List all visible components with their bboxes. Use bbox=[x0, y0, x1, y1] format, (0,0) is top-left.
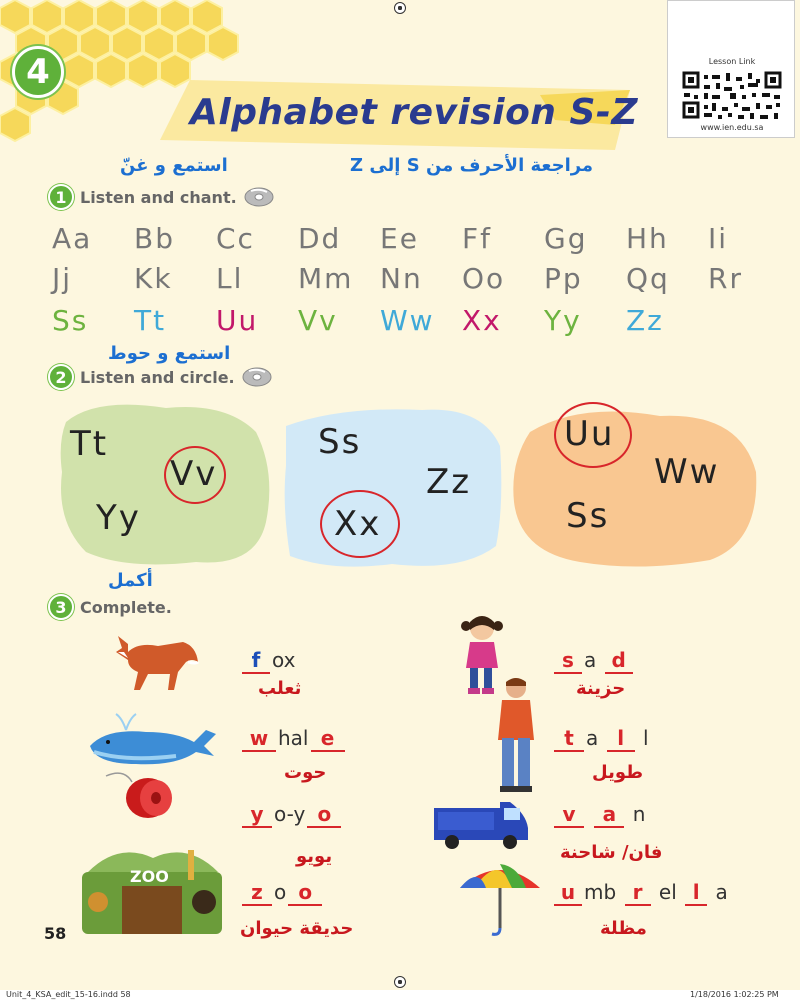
answer-blank[interactable]: a bbox=[594, 802, 624, 828]
page-title: Alphabet revision S-Z bbox=[190, 92, 638, 133]
answer-blank[interactable]: o bbox=[307, 802, 341, 828]
lesson-number-badge: 4 bbox=[12, 46, 64, 98]
arabic-translation-sad: حزينة bbox=[576, 678, 626, 699]
section-1-heading bbox=[48, 184, 275, 210]
arabic-translation-whale: حوت bbox=[284, 762, 327, 783]
audio-cd-icon[interactable] bbox=[243, 186, 275, 208]
yoyo-picture bbox=[104, 768, 194, 824]
slug-timestamp: 1/18/2016 1:02:25 PM bbox=[690, 990, 779, 999]
letter-pair-colored: Vv bbox=[298, 304, 338, 337]
letter-pair: Oo bbox=[462, 262, 506, 295]
letter-pair-colored: Ss bbox=[52, 304, 89, 337]
section-number: 1 bbox=[48, 184, 74, 210]
letter-pair: Cc bbox=[216, 222, 255, 255]
qr-code-icon bbox=[682, 71, 782, 121]
letter-pair: Jj bbox=[52, 262, 73, 295]
blob-letter-tt[interactable]: Tt bbox=[70, 424, 109, 464]
arabic-instruction-circle: استمع و حوط bbox=[108, 343, 231, 364]
word-sad bbox=[552, 648, 635, 674]
answer-blank[interactable]: f bbox=[242, 648, 270, 674]
svg-text:ZOO: ZOO bbox=[130, 867, 169, 886]
word-part: a bbox=[586, 726, 599, 750]
alphabet-row-2 bbox=[52, 262, 790, 295]
word-part: el bbox=[658, 880, 677, 904]
arabic-page-heading: مراجعة الأحرف من S إلى Z bbox=[350, 155, 594, 176]
section-2-heading bbox=[48, 364, 273, 390]
section-label: Complete. bbox=[80, 597, 172, 617]
blob-letter-ss[interactable]: Ss bbox=[318, 422, 362, 462]
blob-letter-ww[interactable]: Ww bbox=[654, 452, 720, 492]
letter-pair: Gg bbox=[544, 222, 588, 255]
answer-blank[interactable]: v bbox=[554, 802, 584, 828]
umbrella-picture bbox=[458, 858, 542, 938]
letter-pair-colored: Xx bbox=[462, 304, 502, 337]
word-fox bbox=[240, 648, 295, 674]
word-part: l bbox=[642, 726, 649, 750]
answer-blank[interactable]: z bbox=[242, 880, 272, 906]
audio-cd-icon[interactable] bbox=[241, 366, 273, 388]
word-part: n bbox=[632, 802, 646, 826]
arabic-instruction-chant: استمع و غنّ bbox=[120, 155, 228, 176]
answer-blank[interactable]: r bbox=[625, 880, 651, 906]
word-part: ox bbox=[272, 648, 296, 672]
section-3-heading bbox=[48, 594, 172, 620]
blob-letter-yy[interactable]: Yy bbox=[96, 498, 141, 538]
qr-url[interactable]: www.ien.edu.sa bbox=[700, 123, 764, 132]
letter-pair: Hh bbox=[626, 222, 669, 255]
zoo-picture bbox=[78, 842, 228, 938]
arabic-translation-tall: طويل bbox=[592, 762, 644, 783]
blob-letter-ss[interactable]: Ss bbox=[566, 496, 610, 536]
arabic-translation-fox: ثعلب bbox=[258, 678, 302, 699]
letter-pair: Pp bbox=[544, 262, 583, 295]
word-tall bbox=[552, 726, 649, 752]
blob-letter-vv[interactable]: Vv bbox=[170, 454, 218, 494]
word-umbrella bbox=[552, 880, 728, 906]
print-slug-bar bbox=[0, 990, 800, 1000]
alphabet-row-1 bbox=[52, 222, 790, 255]
letter-pair: Ff bbox=[462, 222, 492, 255]
arabic-translation-umbrella: مظلة bbox=[600, 918, 647, 939]
registration-mark-icon bbox=[394, 2, 406, 14]
lesson-link-qr[interactable] bbox=[667, 0, 795, 138]
answer-blank[interactable]: l bbox=[607, 726, 635, 752]
blob-letter-zz[interactable]: Zz bbox=[426, 462, 472, 502]
arabic-translation-van: فان/ شاحنة bbox=[560, 842, 663, 863]
slug-filename: Unit_4_KSA_edit_15-16.indd 58 bbox=[6, 990, 131, 999]
letter-pair: Dd bbox=[298, 222, 342, 255]
arabic-instruction-complete: أكمل bbox=[108, 570, 153, 591]
word-part: o bbox=[274, 880, 287, 904]
letter-pair-colored: Zz bbox=[626, 304, 664, 337]
arabic-translation-zoo: حديقة حيوان bbox=[240, 918, 354, 939]
registration-mark-icon bbox=[394, 976, 406, 988]
section-number: 3 bbox=[48, 594, 74, 620]
answer-blank[interactable]: w bbox=[242, 726, 276, 752]
section-label: Listen and circle. bbox=[80, 367, 235, 387]
answer-blank[interactable]: y bbox=[242, 802, 272, 828]
letter-pair: Nn bbox=[380, 262, 423, 295]
letter-pair-colored: Yy bbox=[544, 304, 582, 337]
letter-pair: Ee bbox=[380, 222, 419, 255]
word-part: a bbox=[715, 880, 728, 904]
blob-letter-uu[interactable]: Uu bbox=[564, 414, 615, 454]
answer-blank[interactable]: d bbox=[605, 648, 633, 674]
word-part: hal bbox=[278, 726, 309, 750]
section-label: Listen and chant. bbox=[80, 187, 237, 207]
alphabet-row-3-target bbox=[52, 304, 708, 337]
arabic-translation-yoyo: يويو bbox=[296, 846, 333, 867]
letter-pair-colored: Ww bbox=[380, 304, 435, 337]
letter-pair: Mm bbox=[298, 262, 354, 295]
letter-pair: Ll bbox=[216, 262, 244, 295]
letter-pair-colored: Tt bbox=[134, 304, 167, 337]
answer-blank[interactable]: l bbox=[685, 880, 707, 906]
answer-blank[interactable]: s bbox=[554, 648, 582, 674]
word-part: a bbox=[584, 648, 597, 672]
van-picture bbox=[430, 798, 530, 850]
fox-picture bbox=[108, 622, 200, 694]
section-number: 2 bbox=[48, 364, 74, 390]
tall-man-picture bbox=[494, 676, 538, 794]
word-part: mb bbox=[584, 880, 617, 904]
word-part: o-y bbox=[274, 802, 306, 826]
letter-pair: Ii bbox=[708, 222, 729, 255]
page-number: 58 bbox=[44, 924, 67, 943]
letter-pair-colored: Uu bbox=[216, 304, 259, 337]
answer-blank[interactable]: u bbox=[554, 880, 582, 906]
answer-blank[interactable]: e bbox=[311, 726, 345, 752]
letter-pair: Aa bbox=[52, 222, 93, 255]
qr-label: Lesson Link bbox=[708, 57, 756, 66]
orange-letter-blob bbox=[510, 402, 760, 570]
whale-picture bbox=[86, 712, 218, 770]
answer-blank[interactable]: t bbox=[554, 726, 584, 752]
word-zoo bbox=[240, 880, 324, 906]
word-whale bbox=[240, 726, 347, 752]
letter-pair: Bb bbox=[134, 222, 175, 255]
word-van bbox=[552, 802, 645, 828]
blob-letter-xx[interactable]: Xx bbox=[334, 504, 382, 544]
letter-pair: Rr bbox=[708, 262, 743, 295]
answer-blank[interactable]: o bbox=[288, 880, 322, 906]
letter-pair: Qq bbox=[626, 262, 670, 295]
word-yoyo bbox=[240, 802, 343, 828]
letter-pair: Kk bbox=[134, 262, 173, 295]
